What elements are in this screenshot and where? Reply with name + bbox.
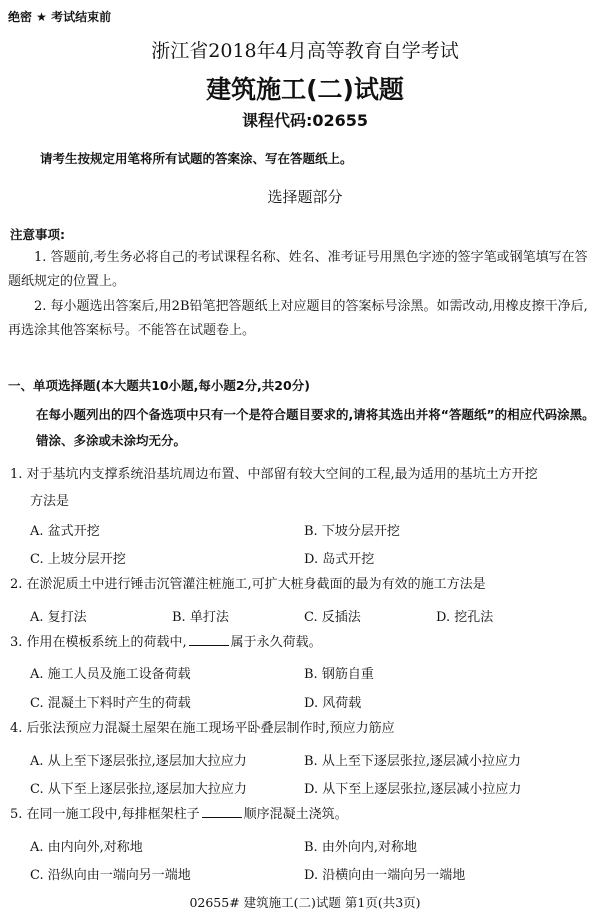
answer-blank	[189, 633, 229, 646]
option-1c: C. 上坡分层开挖	[30, 552, 126, 567]
question-3	[10, 629, 600, 656]
question-stem-start: 5. 在同一施工段中,每排框架柱子	[10, 807, 200, 822]
question-stem: 4. 后张法预应力混凝土屋架在施工现场平卧叠层制作时,预应力筋应	[10, 721, 395, 736]
note-item-1: 1. 答题前,考生务必将自己的考试课程名称、姓名、准考证号用黑色字迹的签字笔或钢笔填写在答题纸规定的位置上。	[8, 250, 588, 289]
question-stem-start: 3. 作用在模板系统上的荷载中,	[10, 635, 187, 650]
option-1a: A. 盆式开挖	[30, 524, 100, 539]
option-5b: B. 由外向内,对称地	[304, 840, 417, 855]
option-4d: D. 从下至上逐层张拉,逐层减小拉应力	[304, 782, 522, 797]
question-stem: 1. 对于基坑内支撑系统沿基坑周边布置、中部留有较大空间的工程,最为适用的基坑土方开挖	[10, 467, 538, 482]
answer-blank	[202, 805, 242, 818]
option-2d: D. 挖孔法	[436, 610, 494, 625]
option-5c: C. 沿纵向由一端向另一端地	[30, 868, 191, 883]
confidential-label: 绝密 ★ 考试结束前	[8, 10, 112, 24]
section-heading: 一、单项选择题(本大题共10小题,每小题2分,共20分)	[8, 378, 310, 393]
question-2	[10, 571, 600, 598]
page-footer: 02655# 建筑施工(二)试题 第1页(共3页)	[189, 895, 421, 910]
option-1b: B. 下坡分层开挖	[304, 524, 400, 539]
part-title: 选择题部分	[267, 188, 343, 206]
option-2c: C. 反插法	[304, 610, 361, 625]
option-5d: D. 沿横向由一端向另一端地	[304, 868, 466, 883]
question-4	[10, 715, 600, 742]
exam-title-line: 浙江省2018年4月高等教育自学考试	[151, 40, 459, 62]
option-3d: D. 风荷载	[304, 696, 362, 711]
question-5	[10, 801, 600, 828]
option-1d: D. 岛式开挖	[304, 552, 375, 567]
section-description: 在每小题列出的四个备选项中只有一个是符合题目要求的,请将其选出并将“答题纸”的相应代码涂黑。错涂、多涂或未涂均无分。	[36, 407, 595, 448]
option-2a: A. 复打法	[30, 610, 87, 625]
question-1	[10, 461, 600, 515]
question-stem-continued: 方法是	[30, 494, 70, 509]
option-4b: B. 从上至下逐层张拉,逐层减小拉应力	[304, 754, 521, 769]
question-stem-end: 属于永久荷载。	[230, 635, 322, 650]
option-4c: C. 从下至上逐层张拉,逐层加大拉应力	[30, 782, 247, 797]
question-stem-end: 顺序混凝土浇筑。	[243, 807, 348, 822]
option-3b: B. 钢筋自重	[304, 667, 374, 682]
question-stem: 2. 在淤泥质土中进行锤击沉管灌注桩施工,可扩大桩身截面的最为有效的施工方法是	[10, 577, 486, 592]
option-2b: B. 单打法	[172, 610, 229, 625]
option-3c: C. 混凝土下料时产生的荷载	[30, 696, 191, 711]
option-4a: A. 从上至下逐层张拉,逐层加大拉应力	[30, 754, 247, 769]
option-5a: A. 由内向外,对称地	[30, 840, 143, 855]
answer-instruction: 请考生按规定用笔将所有试题的答案涂、写在答题纸上。	[40, 151, 353, 166]
option-3a: A. 施工人员及施工设备荷载	[30, 667, 191, 682]
notes-heading: 注意事项:	[10, 227, 65, 242]
exam-main-title: 建筑施工(二)试题	[206, 75, 404, 104]
note-item-2: 2. 每小题选出答案后,用2B铅笔把答题纸上对应题目的答案标号涂黑。如需改动,用橡皮擦干净后,再选涂其他答案标号。不能答在试题卷上。	[8, 299, 588, 338]
course-code: 课程代码:02655	[241, 111, 369, 130]
